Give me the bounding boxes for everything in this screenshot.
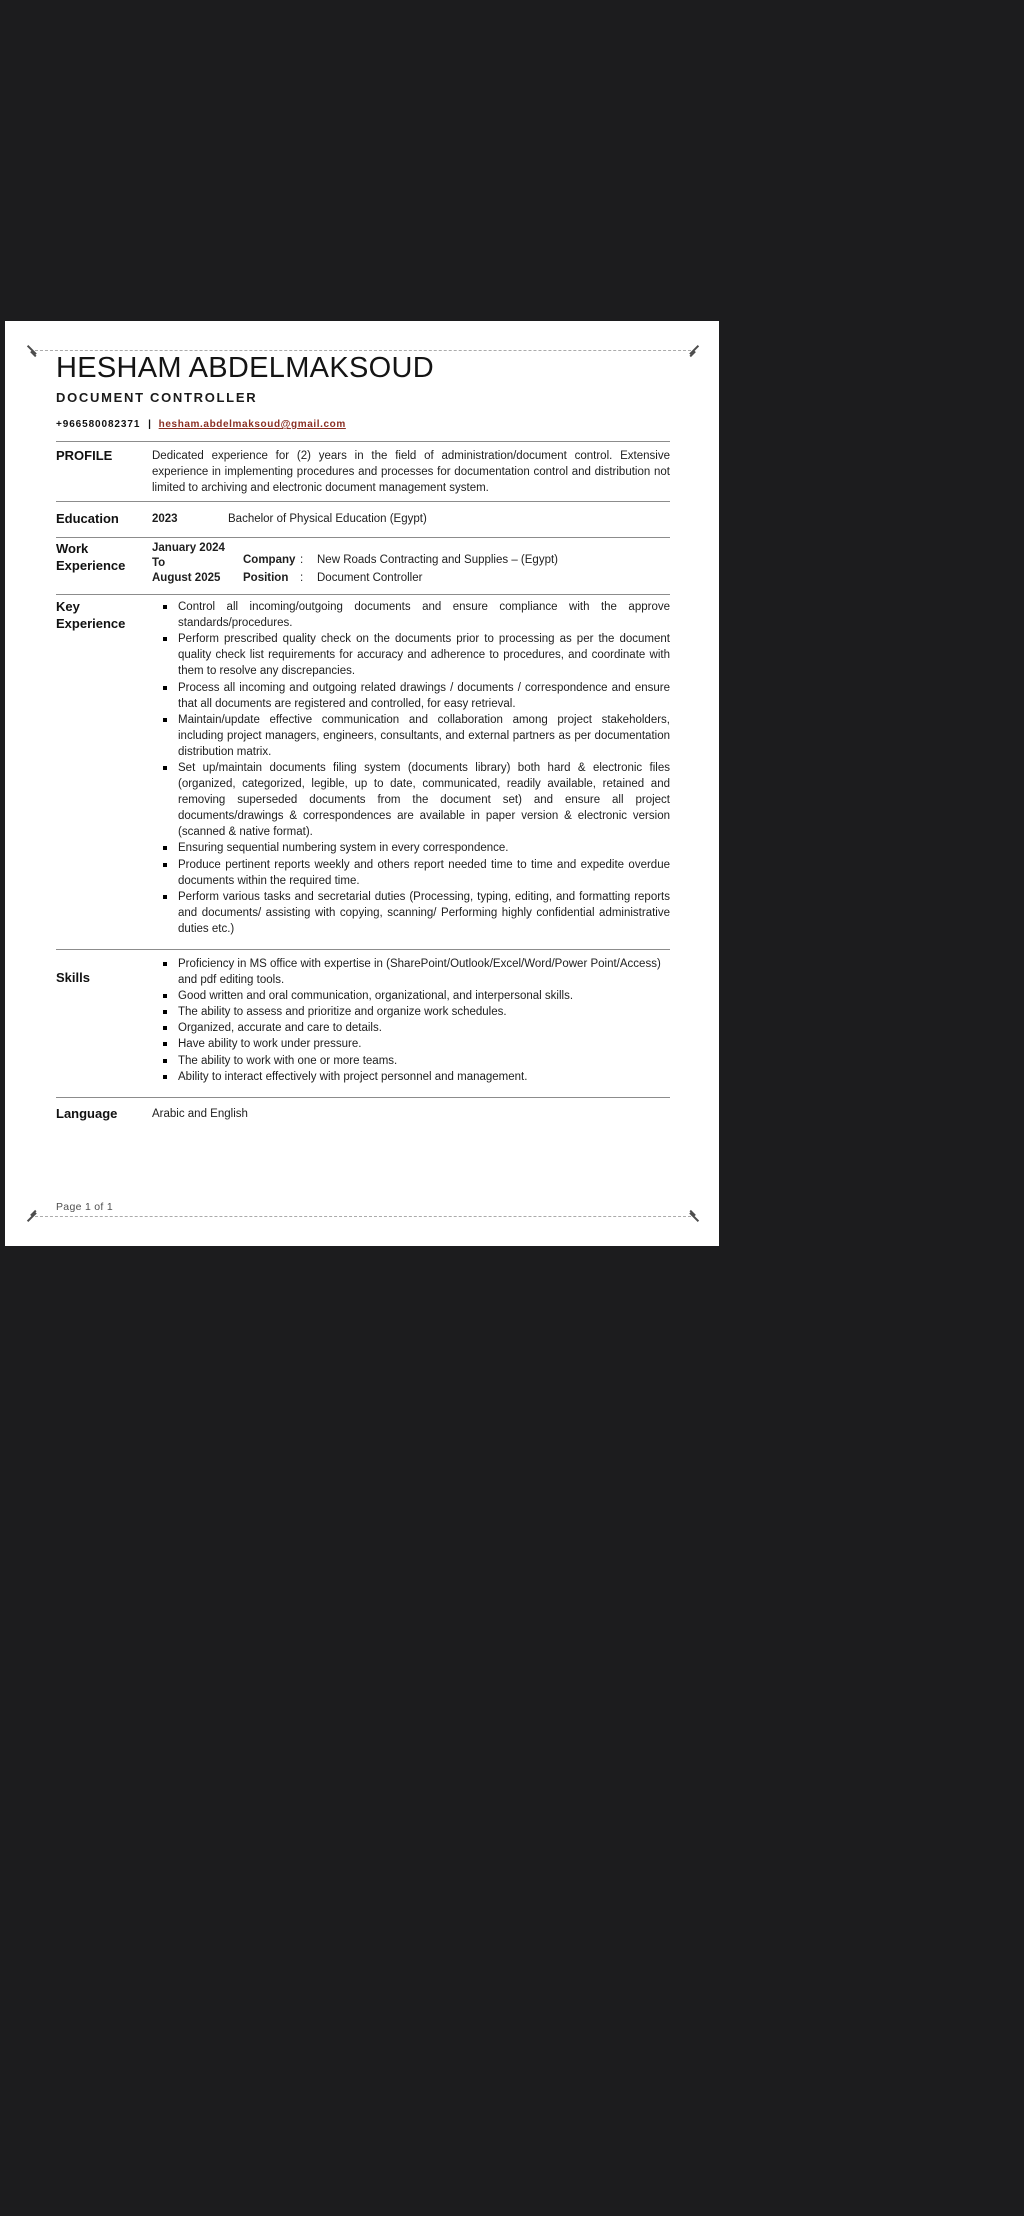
bullet-icon [163, 712, 178, 760]
bullet-icon [163, 631, 178, 679]
bullet-icon [163, 956, 178, 988]
colon: : [300, 554, 304, 567]
resume-name: HESHAM ABDELMAKSOUD [56, 352, 434, 384]
list-item: Maintain/update effective communication and collaboration among project stakeholders, including project managers, engineers, consultants, and external partners as per documentation distribution matrix. [163, 712, 670, 760]
bullet-icon [163, 1036, 178, 1052]
contact-line [56, 419, 670, 430]
section-label-education: Education [56, 511, 119, 527]
list-item: Have ability to work under pressure. [163, 1036, 670, 1052]
bullet-icon [163, 599, 178, 631]
section-label-work-experience: Work Experience [56, 541, 126, 574]
contact-separator: | [148, 419, 151, 430]
resume-job-title: DOCUMENT CONTROLLER [56, 390, 258, 405]
bullet-icon [163, 988, 178, 1004]
skills-list [152, 956, 670, 1085]
resume-content [56, 353, 670, 1131]
list-item: Proficiency in MS office with expertise in (SharePoint/Outlook/Excel/Word/Power Point/Access) and pdf editing tools. [163, 956, 670, 988]
list-item: Ensuring sequential numbering system in every correspondence. [163, 840, 670, 856]
list-item: Produce pertinent reports weekly and others report needed time to time and expedite overdue documents within the required time. [163, 857, 670, 889]
bullet-icon [163, 680, 178, 712]
work-period-to: August 2025 [152, 572, 221, 585]
work-entry [152, 541, 670, 589]
list-item: Ability to interact effectively with project personnel and management. [163, 1069, 670, 1085]
profile-text: Dedicated experience for (2) years in the field of administration/document control. Extensive experience in implementing procedures and processes for documentation control and distribution not limited to archiving and electronic document management system. [152, 450, 670, 495]
section-label-key-experience: Key Experience [56, 599, 126, 631]
list-item: Control all incoming/outgoing documents and ensure compliance with the approve standards/procedures. [163, 599, 670, 631]
list-item: Process all incoming and outgoing related drawings / documents / correspondence and ensure that all documents are registered and controlled, for easy retrieval. [163, 680, 670, 712]
page-number: Page 1 of 1 [56, 1201, 114, 1213]
list-item: Perform various tasks and secretarial duties (Processing, typing, editing, and formatting reports and documents/ assisting with copying, scanning/ Performing highly confidential administrative duties etc.) [163, 889, 670, 937]
document-page [5, 321, 719, 1246]
phone-number: +966580082371 [56, 419, 141, 430]
email-link[interactable]: hesham.abdelmaksoud@gmail.com [158, 419, 346, 430]
work-info [243, 541, 558, 589]
list-item: The ability to assess and prioritize and organize work schedules. [163, 1004, 670, 1020]
section-key-experience [56, 595, 670, 949]
education-year: 2023 [152, 513, 178, 526]
list-item: Good written and oral communication, organizational, and interpersonal skills. [163, 988, 670, 1004]
bullet-icon [163, 1020, 178, 1036]
section-education [56, 502, 670, 537]
position-label: Position [243, 572, 289, 585]
list-item: Organized, accurate and care to details. [163, 1020, 670, 1036]
education-degree: Bachelor of Physical Education (Egypt) [228, 513, 427, 526]
section-label-skills: Skills [56, 970, 90, 986]
work-company-row [243, 553, 558, 568]
bullet-icon [163, 857, 178, 889]
border-corner-icon [686, 343, 700, 357]
border-corner-icon [26, 343, 40, 357]
work-period-from: January 2024 [152, 542, 225, 555]
list-item: Perform prescribed quality check on the documents prior to processing as per the document quality check list requirements for accuracy and adherence to procedures, and coordinate with them to resolve any discrepancies. [163, 631, 670, 679]
bullet-icon [163, 1069, 178, 1085]
work-period-to-word: To [152, 557, 166, 570]
border-corner-icon [686, 1210, 700, 1224]
work-position-row [243, 571, 558, 586]
work-period [152, 541, 243, 589]
bullet-icon [163, 889, 178, 937]
bullet-icon [163, 840, 178, 856]
position-value: Document Controller [317, 572, 423, 585]
key-experience-list [152, 599, 670, 937]
bullet-icon [163, 1004, 178, 1020]
section-work-experience [56, 538, 670, 594]
company-value: New Roads Contracting and Supplies – (Egypt) [317, 554, 558, 567]
list-item: The ability to work with one or more teams. [163, 1053, 670, 1069]
section-skills [56, 950, 670, 1097]
section-label-profile: PROFILE [56, 448, 113, 463]
colon: : [300, 572, 304, 585]
section-label-language: Language [56, 1105, 118, 1121]
border-corner-icon [26, 1210, 40, 1224]
section-language [56, 1098, 670, 1131]
company-label: Company [243, 554, 296, 567]
education-entry [152, 511, 670, 527]
language-value: Arabic and English [152, 1107, 248, 1120]
bullet-icon [163, 1053, 178, 1069]
bullet-icon [163, 760, 178, 840]
list-item: Set up/maintain documents filing system (documents library) both hard & electronic files (organized, categorized, legible, up to date, communicated, readily available, retained and removing superseded documents from the document set) and ensure all project documents/drawings & correspondences are available in paper version & electronic version (scanned & native format). [163, 760, 670, 840]
section-profile [56, 442, 670, 501]
